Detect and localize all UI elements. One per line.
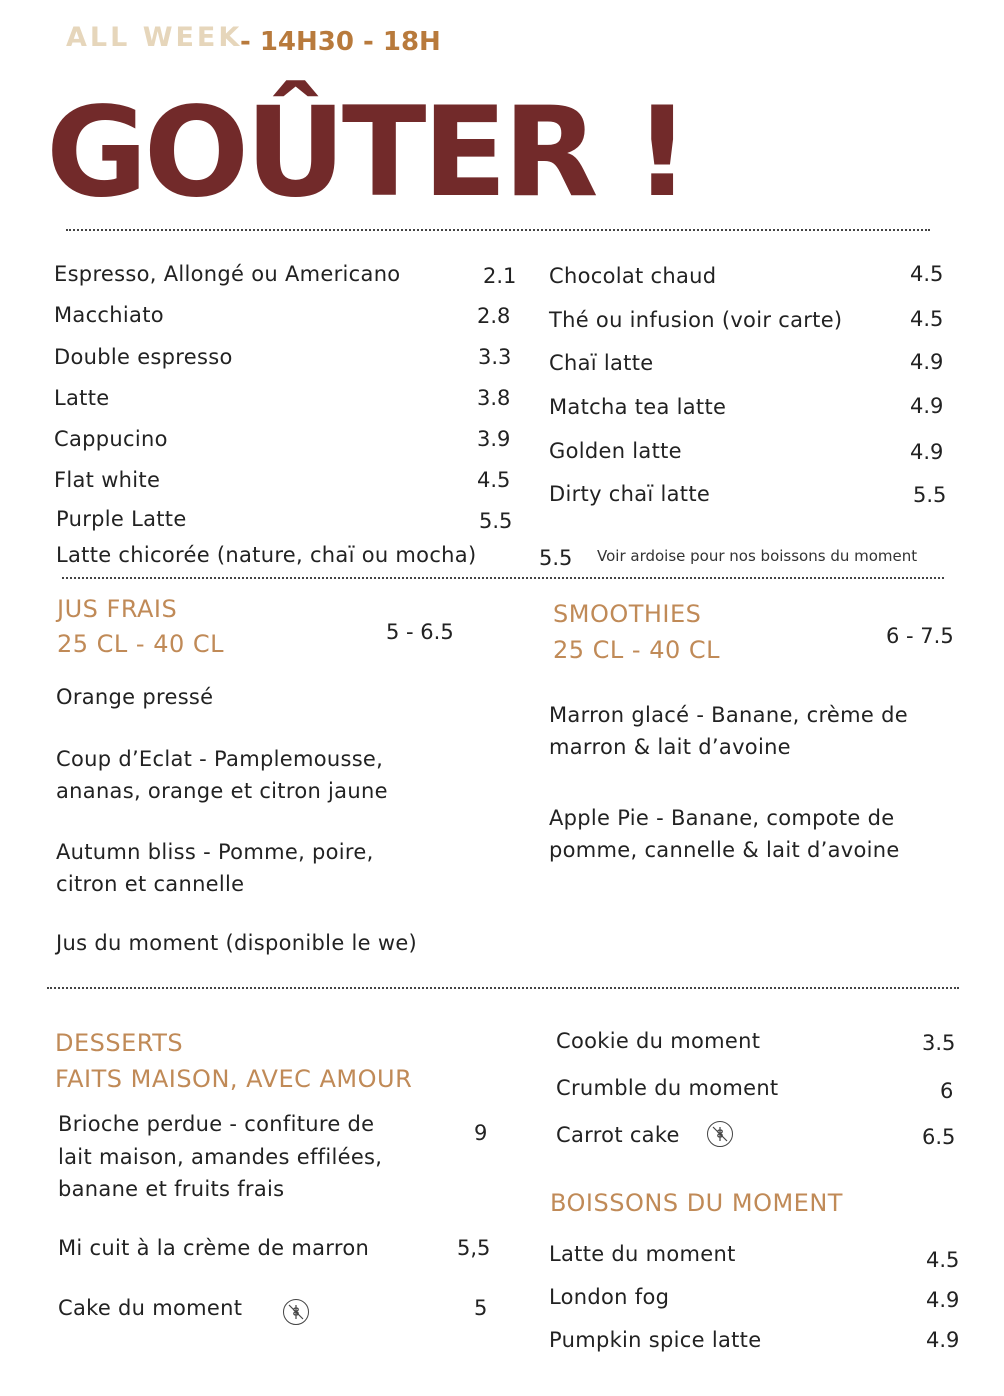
juice-item: Jus du moment (disponible le we) <box>56 931 418 955</box>
menu-item-price: 2.8 <box>477 304 511 328</box>
divider-drinks <box>62 577 944 579</box>
section-title-smoothies: SMOOTHIES <box>553 600 702 628</box>
menu-item-price: 5.5 <box>539 546 573 570</box>
dessert-price: 6 <box>940 1079 954 1103</box>
dessert-item: Carrot cake <box>556 1123 680 1147</box>
menu-item-name: Purple Latte <box>56 507 187 531</box>
smoothies-price: 6 - 7.5 <box>886 624 954 648</box>
drink-price: 4.9 <box>926 1328 960 1352</box>
section-sizes-smoothies: 25 CL - 40 CL <box>553 636 721 664</box>
smoothie-item-desc: marron & lait d’avoine <box>549 735 791 759</box>
all-week-label: ALL WEEK <box>66 22 243 53</box>
jus-price: 5 - 6.5 <box>386 620 454 644</box>
menu-item-name: Latte <box>54 386 110 410</box>
section-sizes-jus: 25 CL - 40 CL <box>57 630 225 658</box>
menu-item-name: Golden latte <box>549 439 682 463</box>
dessert-item: Cookie du moment <box>556 1029 761 1053</box>
gluten-free-icon <box>283 1299 309 1325</box>
dessert-item: Crumble du moment <box>556 1076 779 1100</box>
menu-item-price: 2.1 <box>483 264 517 288</box>
menu-item-name: Latte chicorée (nature, chaï ou mocha) <box>56 543 477 567</box>
menu-item-name: Chocolat chaud <box>549 264 717 288</box>
menu-item-name: Matcha tea latte <box>549 395 727 419</box>
menu-item-name: Macchiato <box>54 303 164 327</box>
menu-item-price: 4.9 <box>910 350 944 374</box>
juice-item-desc: ananas, orange et citron jaune <box>56 779 388 803</box>
menu-item-price: 3.3 <box>478 345 512 369</box>
dessert-item: Cake du moment <box>58 1296 243 1320</box>
divider-top <box>66 229 930 231</box>
menu-item-price: 3.8 <box>477 386 511 410</box>
menu-item-name: Dirty chaï latte <box>549 482 711 506</box>
menu-item-name: Double espresso <box>54 345 233 369</box>
dessert-price: 6.5 <box>922 1125 956 1149</box>
juice-item-desc: citron et cannelle <box>56 872 245 896</box>
drink-item: Latte du moment <box>549 1242 736 1266</box>
smoothie-item-desc: pomme, cannelle & lait d’avoine <box>549 838 900 862</box>
dessert-item-desc: banane et fruits frais <box>58 1177 285 1201</box>
menu-item-name: Espresso, Allongé ou Americano <box>54 262 401 286</box>
menu-item-price: 4.9 <box>910 394 944 418</box>
menu-item-price: 5.5 <box>913 483 947 507</box>
dessert-price: 9 <box>474 1121 488 1145</box>
dessert-price: 3.5 <box>922 1031 956 1055</box>
divider-desserts <box>47 987 959 989</box>
juice-item: Coup d’Eclat - Pamplemousse, <box>56 747 384 771</box>
menu-item-price: 5.5 <box>479 509 513 533</box>
menu-item-name: Chaï latte <box>549 351 654 375</box>
drink-item: London fog <box>549 1285 670 1309</box>
dessert-item: Brioche perdue - confiture de <box>58 1112 375 1136</box>
juice-item: Autumn bliss - Pomme, poire, <box>56 840 374 864</box>
section-subtitle-desserts: FAITS MAISON, AVEC AMOUR <box>55 1065 413 1093</box>
menu-item-name: Thé ou infusion (voir carte) <box>549 308 843 332</box>
smoothie-item: Marron glacé - Banane, crème de <box>549 703 908 727</box>
section-title-jus: JUS FRAIS <box>57 595 178 623</box>
menu-item-price: 4.5 <box>910 307 944 331</box>
dessert-item: Mi cuit à la crème de marron <box>58 1236 370 1260</box>
opening-hours: - 14H30 - 18H <box>240 27 441 57</box>
ardoise-note: Voir ardoise pour nos boissons du moment <box>597 547 918 565</box>
smoothie-item: Apple Pie - Banane, compote de <box>549 806 895 830</box>
drink-price: 4.9 <box>926 1288 960 1312</box>
dessert-price: 5 <box>474 1296 488 1320</box>
dessert-item-desc: lait maison, amandes effilées, <box>58 1145 383 1169</box>
page-title: GOÛTER ! <box>46 81 687 225</box>
section-title-desserts: DESSERTS <box>55 1029 184 1057</box>
menu-item-name: Cappucino <box>54 427 168 451</box>
juice-item: Orange pressé <box>56 685 214 709</box>
gluten-free-icon <box>707 1121 733 1147</box>
section-title-boissons: BOISSONS DU MOMENT <box>550 1189 843 1217</box>
menu-item-name: Flat white <box>54 468 161 492</box>
menu-item-price: 4.9 <box>910 440 944 464</box>
menu-item-price: 4.5 <box>477 468 511 492</box>
drink-price: 4.5 <box>926 1248 960 1272</box>
drink-item: Pumpkin spice latte <box>549 1328 762 1352</box>
menu-item-price: 3.9 <box>477 427 511 451</box>
menu-item-price: 4.5 <box>910 262 944 286</box>
dessert-price: 5,5 <box>457 1236 491 1260</box>
